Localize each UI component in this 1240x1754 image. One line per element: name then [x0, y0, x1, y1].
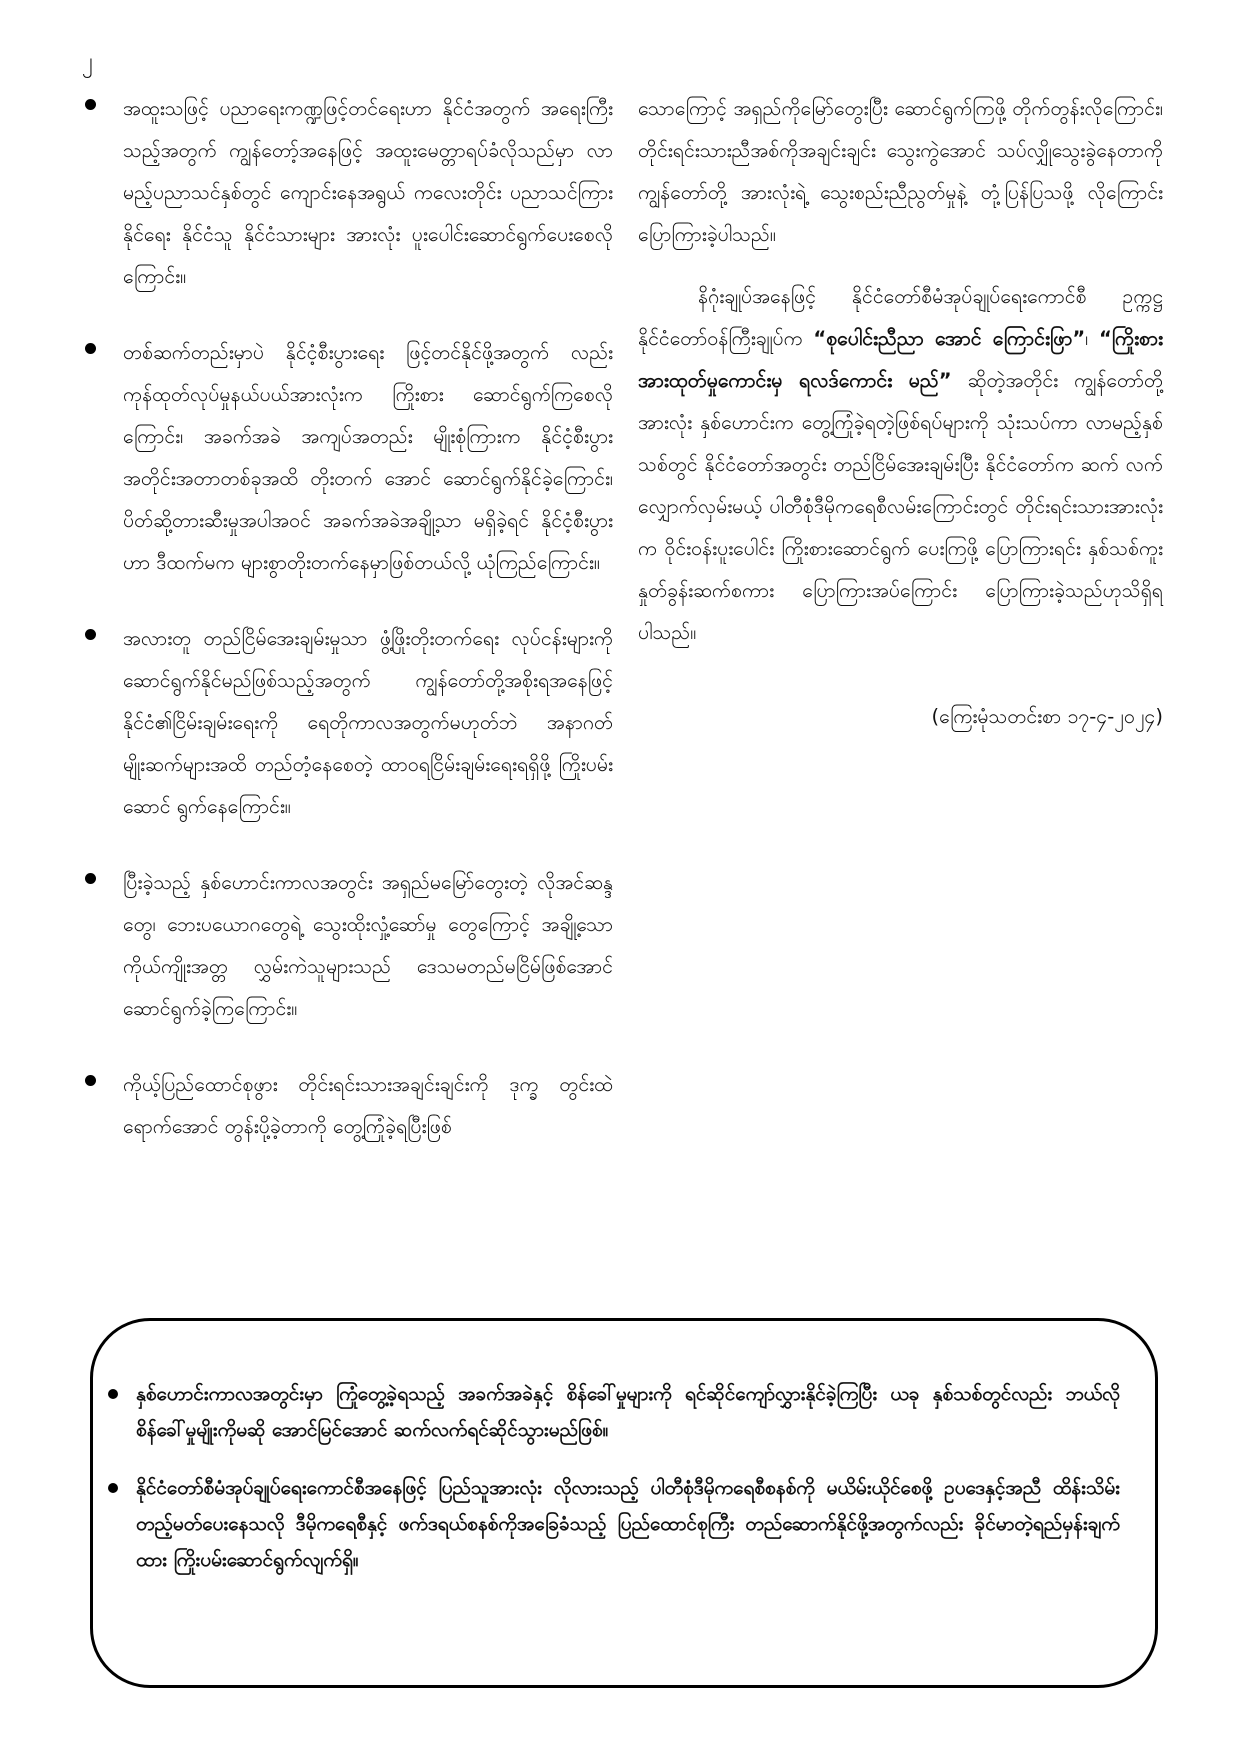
bullet-icon — [85, 1075, 96, 1086]
summary-text: နိုင်ငံတော်စီမံအုပ်ချုပ်ရေးကောင်စီအနေဖြင့် ပြည်သူအားလုံး လိုလားသည့် ပါတီစုံဒီမိုကရေစီစနစ်ကို မယိမ်းယိုင်စေဖို့ ဥပဒေနှင့်အညီ ထိန်းသိမ်းတည့်မတ်ပေးနေသလို ဒီမိုကရေစီနှင့် ဖက်ဒရယ်စနစ်ကိုအခြေခံသည့် ပြည်ထောင်စုကြီး တည်ဆောက်နိုင်ဖို့အတွက်လည်း ခိုင်မာတဲ့ရည်မှန်းချက်ထား ကြိုးပမ်းဆောင်ရွက်လျက်ရှိ။ — [136, 1477, 1120, 1571]
bullet-text: အလားတူ တည်ငြိမ်အေးချမ်းမှုသာ ဖွံ့ဖြိုးတိုးတက်ရေး လုပ်ငန်းများကို ဆောင်ရွက်နိုင်မည်ဖြစ်သည့်အတွက် ကျွန်တော်တို့အစိုးရအနေဖြင့် နိုင်ငံ၏ငြိမ်းချမ်းရေးကို ရေတိုကာလအတွက်မဟုတ်ဘဲ အနာဂတ်မျိုးဆက်များအထိ တည်တံ့နေစေတဲ့ ထာဝရငြိမ်းချမ်းရေးရရှိဖို့ ကြိုးပမ်းဆောင် ရွက်နေကြောင်း။ — [123, 627, 613, 818]
bullet-text: အထူးသဖြင့် ပညာရေးကဏ္ဍဖြင့်တင်ရေးဟာ နိုင်ငံအတွက် အရေးကြီးသည့်အတွက် ကျွန်တော့်အနေဖြင့် အထူးမေတ္တာရပ်ခံလိုသည်မှာ လာမည့်ပညာသင်နှစ်တွင် ကျောင်းနေအရွယ် ကလေးတိုင်း ပညာသင်ကြားနိုင်ရေး နိုင်ငံသူ နိုင်ငံသားများ အားလုံး ပူးပေါင်းဆောင်ရွက်ပေးစေလိုကြောင်း။ — [123, 97, 613, 288]
summary-item — [100, 1376, 1160, 1448]
closing-text: ဆိုတဲ့အတိုင်း ကျွန်တော်တို့အားလုံး နှစ်ဟောင်းက တွေ့ကြုံခဲ့ရတဲ့ဖြစ်ရပ်များကို သုံးသပ်ကာ လာမည့်နှစ်သစ်တွင် နိုင်ငံတော်အတွင်း တည်ငြိမ်အေးချမ်းပြီး နိုင်ငံတော်က ဆက် လက်လျှောက်လှမ်းမယ့် ပါတီစုံဒီမိုကရေစီလမ်းကြောင်းတွင် တိုင်းရင်းသားအားလုံးက ဝိုင်းဝန်းပူးပေါင်း ကြိုးစားဆောင်ရွက် ပေးကြဖို့ ပြောကြားရင်း နှစ်သစ်ကူးနှုတ်ခွန်းဆက်စကား ပြောကြားအပ်ကြောင်း ပြောကြားခဲ့သည်ဟုသိရှိရပါသည်။ — [638, 369, 1163, 644]
right-column — [638, 88, 1163, 733]
continuation-paragraph: သောကြောင့် အရှည်ကိုမြော်တွေးပြီး ဆောင်ရွက်ကြဖို့ တိုက်တွန်းလိုကြောင်း၊ တိုင်းရင်းသားညီအစ်ကိုအချင်းချင်း သွေးကွဲအောင် သပ်လျှိုသွေးခွဲနေတာကို ကျွန်တော်တို့ အားလုံးရဲ့ သွေးစည်းညီညွတ်မှုနဲ့ တုံ့ပြန်ပြသဖို့ လိုကြောင်း ပြောကြားခဲ့ပါသည်။ — [638, 97, 1163, 246]
list-item — [85, 1064, 613, 1148]
slogan-two: “ကြိုးစားအားထုတ်မှုကောင်းမှ ရလဒ်ကောင်း မည်” — [638, 327, 1163, 392]
list-item — [85, 862, 613, 1030]
bullet-icon — [85, 629, 96, 640]
bullet-icon — [85, 99, 96, 110]
closing-text: နိဂုံးချုပ်အနေဖြင့် နိုင်ငံတော်စီမံအုပ်ချုပ်ရေးကောင်စီ ဥက္ကဋ္ဌ နိုင်ငံတော်ဝန်ကြီးချုပ်က — [638, 285, 1163, 350]
bullet-text: ပြီးခဲ့သည့် နှစ်ဟောင်းကာလအတွင်း အရှည်မမြော်တွေးတဲ့ လိုအင်ဆန္ဒတွေ၊ ဘေးပယောဂတွေရဲ့ သွေးထိုးလှုံ့ဆော်မှု တွေကြောင့် အချို့သော ကိုယ်ကျိုးအတ္တ လွှမ်းကဲသူများသည် ဒေသမတည်မငြိမ်ဖြစ်အောင် ဆောင်ရွက်ခဲ့ကြကြောင်း။ — [123, 871, 613, 1020]
summary-list — [100, 1376, 1160, 1600]
bullet-icon — [85, 873, 96, 884]
summary-text: နှစ်ဟောင်းကာလအတွင်းမှာ ကြုံတွေ့ခဲ့ရသည့် အခက်အခဲနှင့် စိန်ခေါ်မှုများကို ရင်ဆိုင်ကျော်လွှားနိုင်ခဲ့ကြပြီး ယခု နှစ်သစ်တွင်လည်း ဘယ်လိုစိန်ခေါ်မှုမျိုးကိုမဆို အောင်မြင်အောင် ဆက်လက်ရင်ဆိုင်သွားမည်ဖြစ်။ — [136, 1383, 1120, 1441]
list-item — [85, 332, 613, 584]
closing-text: ၊ — [1085, 327, 1099, 350]
left-column — [85, 88, 613, 1182]
bullet-icon — [108, 1389, 118, 1399]
bullet-text: ကိုယ့်ပြည်ထောင်စုဖွား တိုင်းရင်းသားအချင်းချင်းကို ဒုက္ခ တွင်းထဲရောက်အောင် တွန်းပို့ခဲ့တာကို တွေ့ကြုံခဲ့ရပြီးဖြစ် — [123, 1073, 613, 1138]
bullet-text: တစ်ဆက်တည်းမှာပဲ နိုင်ငံ့စီးပွားရေး ဖြင့်တင်နိုင်ဖို့အတွက် လည်း ကုန်ထုတ်လုပ်မှုနယ်ပယ်အားလုံးက ကြိုးစား ဆောင်ရွက်ကြစေလိုကြောင်း၊ အခက်အခဲ အကျပ်အတည်း မျိုးစုံကြားက နိုင်ငံ့စီးပွားအတိုင်းအတာတစ်ခုအထိ တိုးတက် အောင် ဆောင်ရွက်နိုင်ခဲ့ကြောင်း၊ ပိတ်ဆို့တားဆီးမှုအပါအဝင် အခက်အခဲအချို့သာ မရှိခဲ့ရင် နိုင်ငံ့စီးပွားဟာ ဒီထက်မက များစွာတိုးတက်နေမှာဖြစ်တယ်လို့ ယုံကြည်ကြောင်း။ — [123, 341, 613, 574]
list-item — [85, 618, 613, 828]
list-item — [85, 88, 613, 298]
page-number: ၂ — [82, 49, 93, 74]
source-citation: (ကြေးမုံသတင်းစာ ၁၇-၄-၂၀၂၄) — [931, 705, 1163, 728]
closing-paragraph — [638, 276, 1163, 654]
summary-item — [100, 1470, 1160, 1578]
bullet-icon — [108, 1483, 118, 1493]
bullet-icon — [85, 343, 96, 354]
slogan-one: “စုပေါင်းညီညာ အောင် ကြောင်းဖြာ” — [813, 327, 1086, 350]
